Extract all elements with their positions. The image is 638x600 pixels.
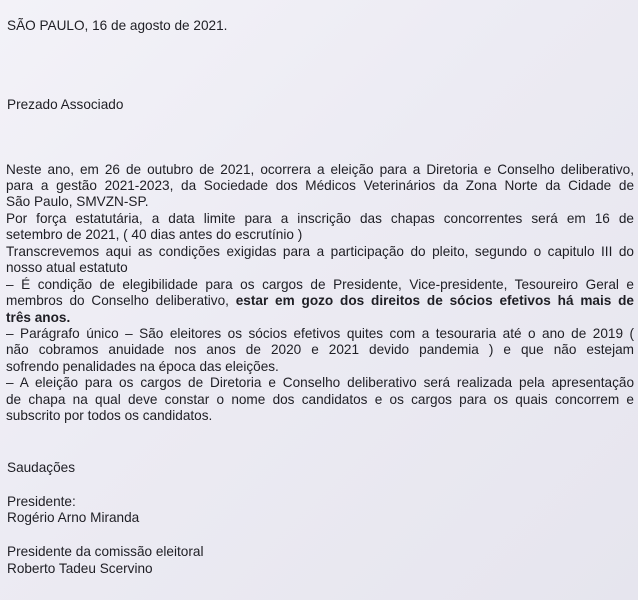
body-line-8: – É condição de elegibilidade para os cargos de Presidente, Vice-presidente, Tesoureiro Geral e: [6, 277, 634, 292]
committee-title: Presidente da comissão eleitoral: [7, 544, 204, 559]
body-line-9-bold: estar em gozo dos direitos de sócios efetivos há mais de: [235, 293, 634, 308]
body-line-9: [6, 293, 634, 309]
body-line-5: setembro de 2021, ( 40 dias antes do escrutínio ): [6, 227, 303, 242]
body-line-15: de chapa na qual deve constar o nome dos candidatos e os cargos para os quais concorrem e: [6, 392, 634, 407]
greeting: Prezado Associado: [7, 97, 124, 112]
date-line: SÃO PAULO, 16 de agosto de 2021.: [7, 18, 228, 33]
committee-name: Roberto Tadeu Scervino: [7, 561, 153, 576]
body-line-9-text: membros do Conselho deliberativo,: [6, 293, 229, 308]
body-line-12: não cobramos anuidade nos anos de 2020 e 2021 devido pandemia ) e que não estejam: [6, 342, 634, 357]
body-line-14: – A eleição para os cargos de Diretoria e Conselho deliberativo será realizada pela apresentação: [6, 375, 634, 390]
body-line-10: três anos.: [6, 310, 71, 325]
body-line-1: Neste ano, em 26 de outubro de 2021, ocorrera a eleição para a Diretoria e Conselho deliberativo,: [6, 162, 634, 177]
body-line-13: sofrendo penalidades na época das eleições.: [6, 359, 279, 374]
body-line-16: subscrito por todos os candidatos.: [6, 408, 213, 423]
body-line-2: para a gestão 2021-2023, da Sociedade dos Médicos Veterinários da Zona Norte da Cidade de: [6, 178, 634, 193]
body-line-3: São Paulo, SMVZN-SP.: [6, 194, 149, 209]
closing: Saudações: [7, 460, 76, 475]
president-title: Presidente:: [7, 494, 76, 509]
body-line-4: Por força estatutária, a data limite para a inscrição das chapas concorrentes será em 16 de: [6, 211, 634, 226]
body-line-7: nosso atual estatuto: [6, 260, 128, 275]
body-line-11: – Parágrafo único – São eleitores os sócios efetivos quites com a tesouraria até o ano de 2019 (: [6, 326, 634, 341]
president-name: Rogério Arno Miranda: [7, 510, 140, 525]
body-line-6: Transcrevemos aqui as condições exigidas para a participação do pleito, segundo o capitulo III do: [6, 244, 634, 259]
